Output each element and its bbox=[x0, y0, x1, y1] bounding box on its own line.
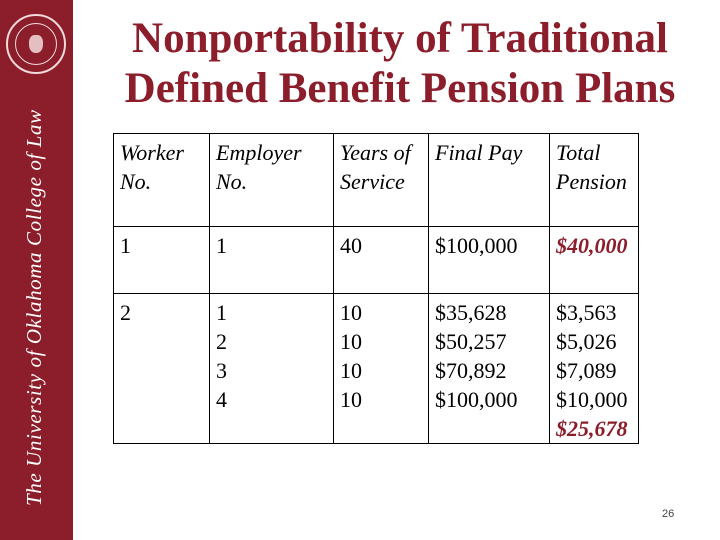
pension-total: $25,678 bbox=[556, 416, 628, 441]
institution-name: The University of Oklahoma College of Law bbox=[22, 109, 46, 506]
header-worker: Worker No. bbox=[114, 134, 210, 227]
table-row bbox=[114, 227, 639, 294]
cell-years: 40 bbox=[334, 227, 429, 294]
table-row bbox=[114, 294, 639, 444]
university-seal-icon bbox=[6, 14, 66, 74]
sidebar bbox=[0, 0, 73, 540]
cell-worker: 2 bbox=[114, 294, 210, 444]
header-final-pay: Final Pay bbox=[429, 134, 550, 227]
header-years: Years of Service bbox=[334, 134, 429, 227]
header-employer: Employer No. bbox=[210, 134, 334, 227]
cell-employers: 1 2 3 4 bbox=[210, 294, 334, 444]
cell-final-pay: $35,628 $50,257 $70,892 $100,000 bbox=[429, 294, 550, 444]
title-line-2: Defined Benefit Pension Plans bbox=[124, 65, 676, 112]
title-line-1: Nonportability of Traditional bbox=[132, 15, 668, 62]
pension-table bbox=[113, 133, 639, 444]
slide-title bbox=[80, 14, 720, 114]
cell-final-pay: $100,000 bbox=[429, 227, 550, 294]
cell-total-pension: $40,000 bbox=[550, 227, 639, 294]
cell-years: 10 10 10 10 bbox=[334, 294, 429, 444]
header-total-pension: Total Pension bbox=[550, 134, 639, 227]
cell-worker: 1 bbox=[114, 227, 210, 294]
page-number: 26 bbox=[662, 508, 675, 520]
cell-total-pension: $3,563 $5,026 $7,089 $10,000 $25,678 bbox=[550, 294, 639, 444]
table-header-row bbox=[114, 134, 639, 227]
cell-employer: 1 bbox=[210, 227, 334, 294]
